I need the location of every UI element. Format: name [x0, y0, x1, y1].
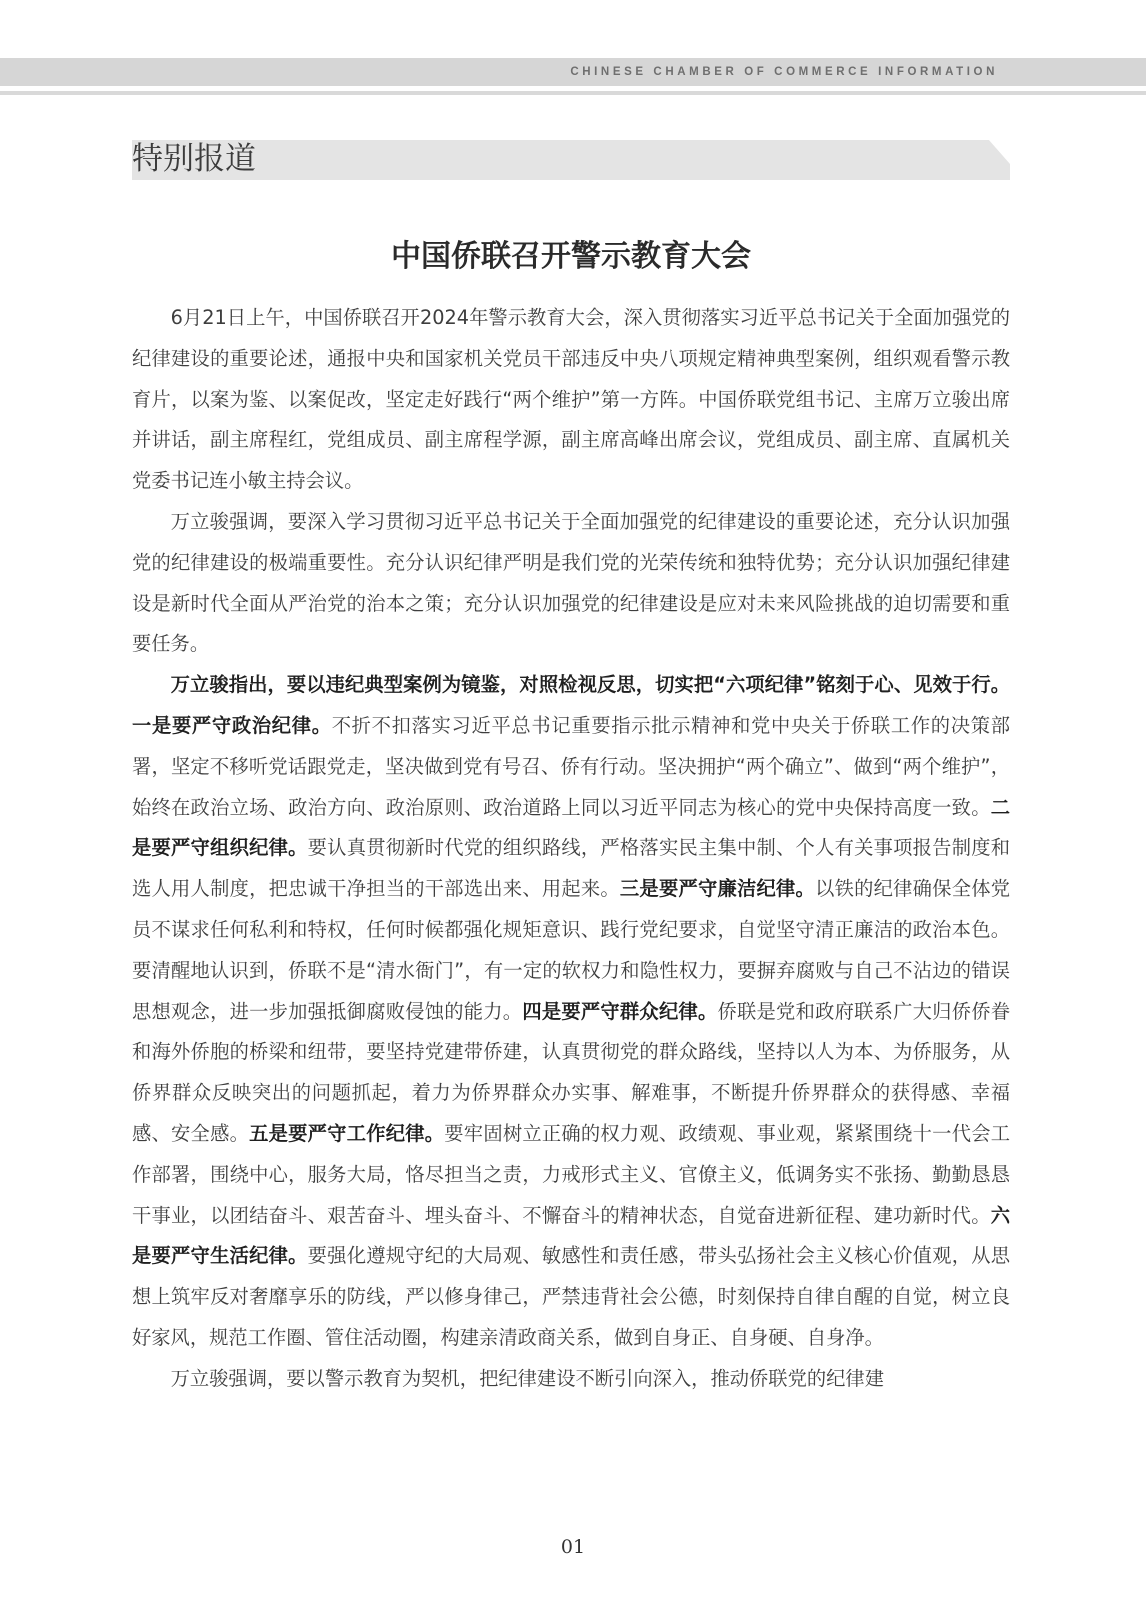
paragraph-3	[132, 665, 1010, 1359]
paragraph-2: 万立骏强调，要深入学习贯彻习近平总书记关于全面加强党的纪律建设的重要论述，充分认识加强党的纪律建设的极端重要性。充分认识纪律严明是我们党的光荣传统和独特优势；充分认识加强纪律建设是新时代全面从严治党的治本之策；充分认识加强党的纪律建设是应对未来风险挑战的迫切需要和重要任务。	[132, 509, 1010, 656]
discipline-heading-work: 五是要严守工作纪律。	[249, 1121, 445, 1145]
publication-name: CHINESE CHAMBER OF COMMERCE INFORMATION	[570, 66, 998, 78]
discipline-text-organizational: 要认真贯彻新时代党的组织路线，严格落实民主集中制、个人有关事项报告制度和选人用人制度，把忠诚干净担当的干部选出来、用起来。	[132, 836, 1011, 901]
page-number: 01	[560, 1536, 586, 1558]
discipline-text-mass: 侨联是党和政府联系广大归侨侨眷和海外侨胞的桥梁和纽带，要坚持党建带侨建，认真贯彻党的群众路线，坚持以人为本、为侨服务，从侨界群众反映突出的问题抓起，着力为侨界群众办实事、解难事，不断提升侨界群众的获得感、幸福感、安全感。	[132, 999, 1011, 1145]
discipline-heading-political: 一是要严守政治纪律。	[132, 713, 332, 737]
header-divider	[0, 91, 1146, 95]
discipline-text-integrity: 以铁的纪律确保全体党员不谋求任何私利和特权，任何时候都强化规矩意识、践行党纪要求，自觉坚守清正廉洁的政治本色。要清醒地认识到，侨联不是“清水衙门”，有一定的软权力和隐性权力，要摒弃腐败与自己不沾边的错误思想观念，进一步加强抵御腐败侵蚀的能力。	[132, 877, 1011, 1023]
section-label: 特别报道	[132, 141, 256, 177]
discipline-text-life: 要强化遵规守纪的大局观、敏感性和责任感，带头弘扬社会主义核心价值观，从思想上筑牢反对奢靡享乐的防线，严以修身律己，严禁违背社会公德，时刻保持自律自醒的自觉，树立良好家风，规范工作圈、管住活动圈，构建亲清政商关系，做到自身正、自身硬、自身净。	[132, 1244, 1011, 1349]
article-body	[132, 298, 1010, 1400]
article-title: 中国侨联召开警示教育大会	[391, 239, 751, 274]
paragraph-4: 万立骏强调，要以警示教育为契机，把纪律建设不断引向深入，推动侨联党的纪律建	[170, 1366, 884, 1390]
paragraph-1: 6月21日上午，中国侨联召开2024年警示教育大会，深入贯彻落实习近平总书记关于全面加强党的纪律建设的重要论述，通报中央和国家机关党员干部违反中央八项规定精神典型案例，组织观看警示教育片，以案为鉴、以案促改，坚定走好践行“两个维护”第一方阵。中国侨联党组书记、主席万立骏出席并讲话，副主席程红，党组成员、副主席程学源，副主席高峰出席会议，党组成员、副主席、直属机关党委书记连小敏主持会议。	[132, 306, 1010, 493]
discipline-heading-integrity: 三是要严守廉洁纪律。	[619, 877, 816, 901]
discipline-heading-mass: 四是要严守群众纪律。	[522, 999, 718, 1023]
section-header-bar	[132, 140, 1010, 180]
discipline-text-work: 要牢固树立正确的权力观、政绩观、事业观，紧紧围绕十一代会工作部署，围绕中心，服务大局，恪尽担当之责，力戒形式主义、官僚主义，低调务实不张扬、勤勤恳恳干事业，以团结奋斗、艰苦奋斗、埋头奋斗、不懈奋斗的精神状态，自觉奋进新征程、建功新时代。	[132, 1121, 1011, 1227]
discipline-text-political: 不折不扣落实习近平总书记重要指示批示精神和党中央关于侨联工作的决策部署，坚定不移听党话跟党走，坚决做到党有号召、侨有行动。坚决拥护“两个确立”、做到“两个维护”，始终在政治立场、政治方向、政治原则、政治道路上同以习近平同志为核心的党中央保持高度一致。	[132, 713, 1010, 819]
discipline-heading-life: 六是要严守生活纪律。	[132, 1203, 1010, 1268]
paragraph-3-lead: 万立骏指出，要以违纪典型案例为镜鉴，对照检视反思，切实把“六项纪律”铭刻于心、见效于行。	[170, 673, 1010, 697]
discipline-heading-organizational: 二是要严守组织纪律。	[132, 795, 1010, 860]
